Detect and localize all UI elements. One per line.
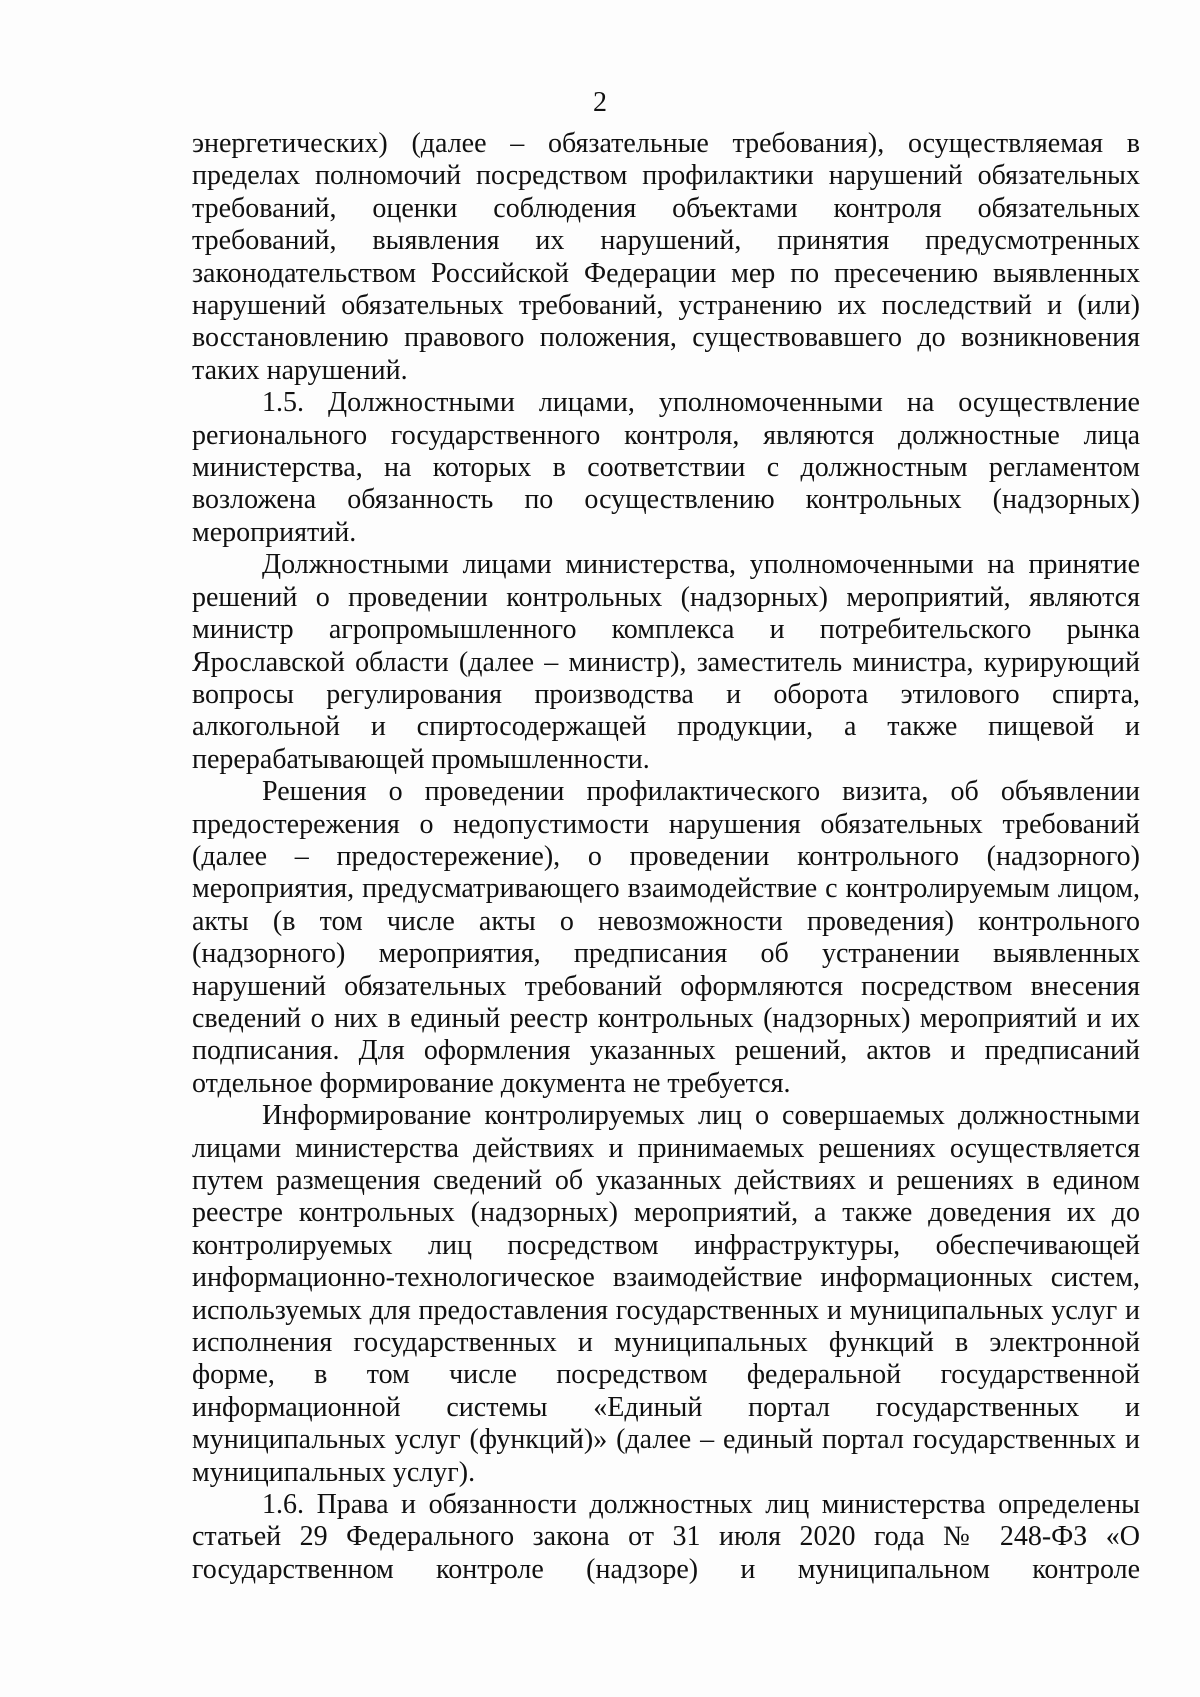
page-number: 2 [593,87,607,118]
paragraph-1-5: 1.5. Должностными лицами, уполномоченными на осуществление регионального государственного контроля, являются должностные лица министерства, на которых в соответствии с должностным регламентом возложена обязанность по осуществлению контрольных (надзорных) мероприятий. [192,387,1140,548]
paragraph-officials: Должностными лицами министерства, уполномоченными на принятие решений о проведении контрольных (надзорных) мероприятий, являются министр агропромышленного комплекса и потребительского рынка Ярославской области (далее – министр), заместитель министра, курирующий вопросы регулирования производства и оборота этилового спирта, алкогольной и спиртосодержащей продукции, а также пищевой и перерабатывающей промышленности. [192,549,1140,775]
document-body [192,128,1140,1586]
paragraph-decisions: Решения о проведении профилактического визита, об объявлении предостережения о недопустимости нарушения обязательных требований (далее – предостережение), о проведении контрольного (надзорного) мероприятия, предусматривающего взаимодействие с контролируемым лицом, акты (в том числе акты о невозможности проведения) контрольного (надзорного) мероприятия, предписания об устранении выявленных нарушений обязательных требований оформляются посредством внесения сведений о них в единый реестр контрольных (надзорных) мероприятий и их подписания. Для оформления указанных решений, актов и предписаний отдельное формирование документа не требуется. [192,776,1140,1099]
paragraph-1-6: 1.6. Права и обязанности должностных лиц министерства определены статьей 29 Федерального закона от 31 июля 2020 года № 248-ФЗ «О государственном контроле (надзоре) и муниципальном контроле [192,1489,1140,1585]
paragraph-continuation: энергетических) (далее – обязательные требования), осуществляемая в пределах полномочий посредством профилактики нарушений обязательных требований, оценки соблюдения объектами контроля обязательных требований, выявления их нарушений, принятия предусмотренных законодательством Российской Федерации мер по пресечению выявленных нарушений обязательных требований, устранению их последствий и (или) восстановлению правового положения, существовавшего до возникновения таких нарушений. [192,128,1140,386]
paragraph-informing: Информирование контролируемых лиц о совершаемых должностными лицами министерства действиях и принимаемых решениях осуществляется путем размещения сведений об указанных действиях и решениях в едином реестре контрольных (надзорных) мероприятий, а также доведения их до контролируемых лиц посредством инфраструктуры, обеспечивающей информационно-технологическое взаимодействие информационных систем, используемых для предоставления государственных и муниципальных услуг и исполнения государственных и муниципальных функций в электронной форме, в том числе посредством федеральной государственной информационной системы «Единый портал государственных и муниципальных услуг (функций)» (далее – единый портал государственных и муниципальных услуг). [192,1100,1140,1488]
